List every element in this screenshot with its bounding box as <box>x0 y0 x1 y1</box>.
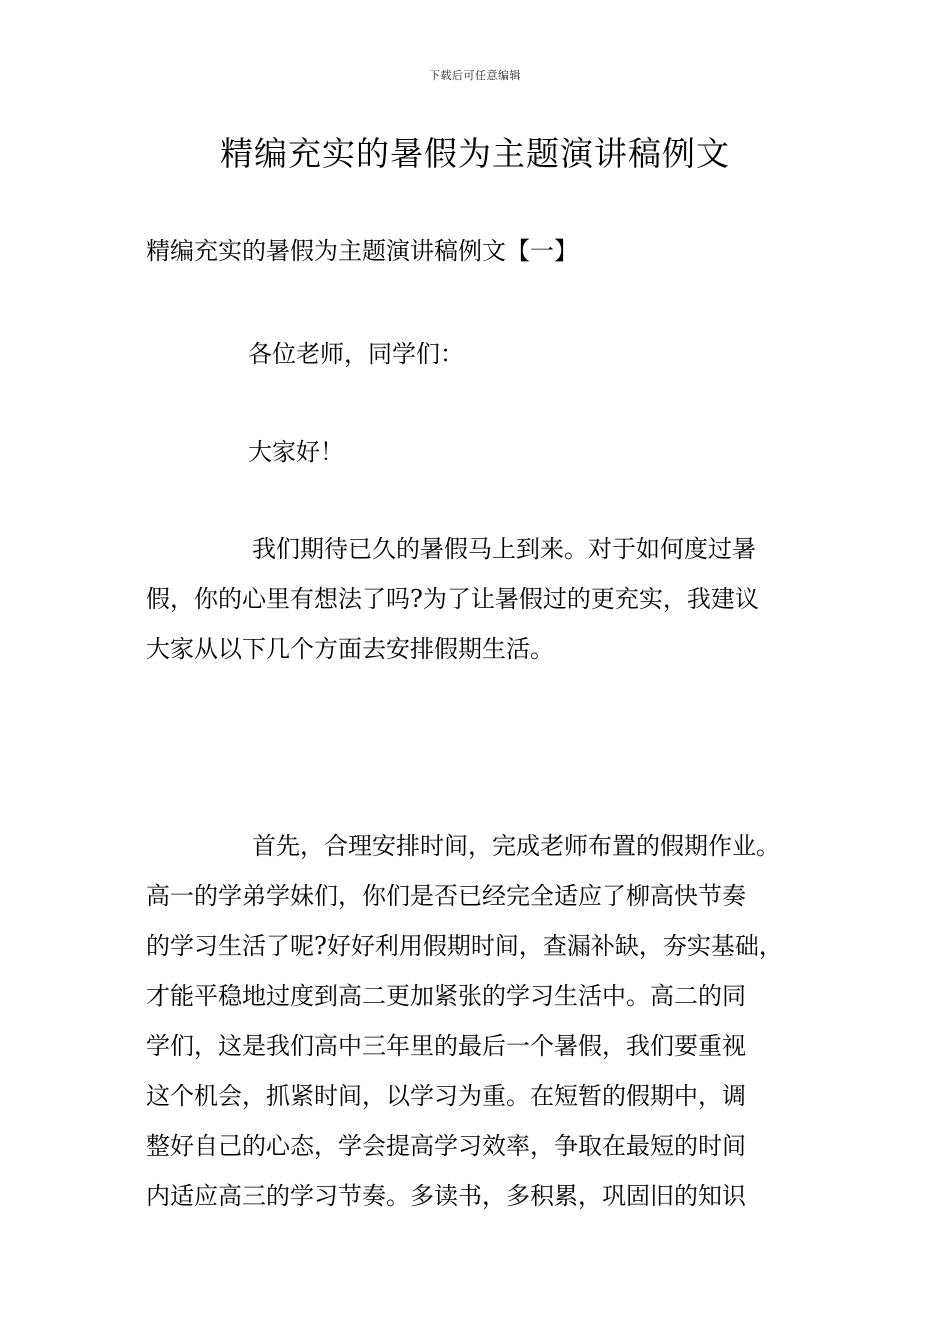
paragraph-line: 的学习生活了呢?好好利用假期时间，查漏补缺，夯实基础， <box>146 932 783 960</box>
greeting-line: 各位老师，同学们： <box>248 340 464 368</box>
paragraph-1 <box>146 524 826 674</box>
paragraph-line: 整好自己的心态，学会提高学习效率，争取在最短的时间 <box>146 1132 746 1160</box>
hello-line: 大家好！ <box>248 438 344 466</box>
paragraph-line: 首先，合理安排时间，完成老师布置的假期作业。 <box>252 832 780 860</box>
header-note: 下载后可任意编辑 <box>429 69 521 82</box>
paragraph-line: 高一的学弟学妹们，你们是否已经完全适应了柳高快节奏 <box>146 882 746 910</box>
paragraph-line: 我们期待已久的暑假马上到来。对于如何度过暑 <box>252 535 756 563</box>
paragraph-line: 学们，这是我们高中三年里的最后一个暑假，我们要重视 <box>146 1032 746 1060</box>
paragraph-2 <box>146 821 826 1221</box>
section-heading: 精编充实的暑假为主题演讲稿例文【一】 <box>146 237 578 265</box>
paragraph-line: 才能平稳地过度到高二更加紧张的学习生活中。高二的同 <box>146 982 746 1010</box>
paragraph-line: 内适应高三的学习节奏。多读书，多积累，巩固旧的知识 <box>146 1182 746 1210</box>
paragraph-line: 大家从以下几个方面去安排假期生活。 <box>146 635 554 663</box>
paragraph-line: 这个机会，抓紧时间，以学习为重。在短暂的假期中，调 <box>146 1082 746 1110</box>
paragraph-line: 假，你的心里有想法了吗?为了让暑假过的更充实，我建议 <box>146 585 759 613</box>
document-title: 精编充实的暑假为主题演讲稿例文 <box>220 134 730 173</box>
